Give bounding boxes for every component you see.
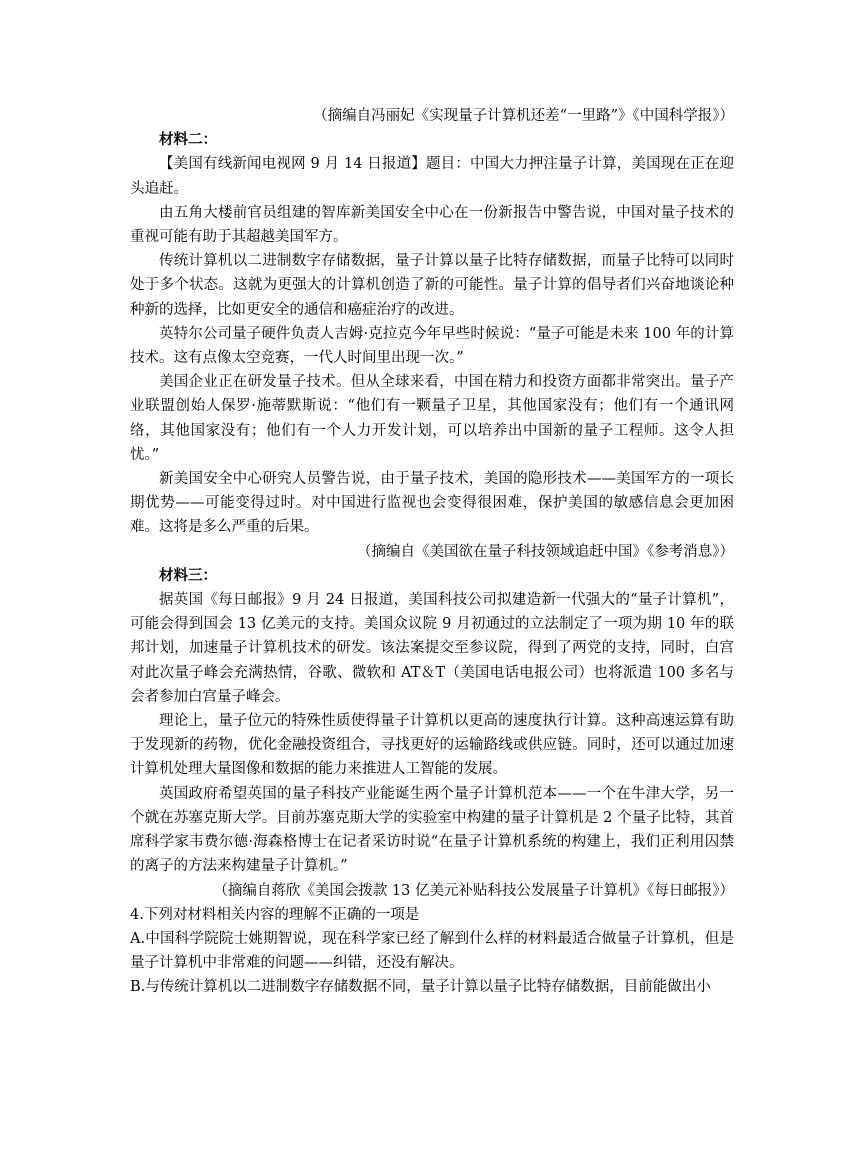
material-2-paragraph: 英特尔公司量子硬件负责人吉姆·克拉克今年早些时候说：“量子可能是未来 100 年的计算技术。这有点像太空竞赛，一代人时间里出现一次。” bbox=[130, 325, 734, 367]
material-2-paragraph: 由五角大楼前官员组建的智库新美国安全中心在一份新报告中警告说，中国对量子技术的重视可能有助于其超越美国军方。 bbox=[130, 204, 734, 246]
source-citation-3: （摘编自蒋欣《美国会拨款 13 亿美元补贴科技公发展量子计算机》《每日邮报》） bbox=[213, 882, 734, 899]
material-2-heading: 材料二： bbox=[159, 132, 217, 149]
material-3-heading: 材料三： bbox=[159, 567, 217, 584]
material-2-paragraph: 新美国安全中心研究人员警告说，由于量子技术，美国的隐形技术——美国军方的一项长期优势——可能变得过时。对中国进行监视也会变得很困难，保护美国的敏感信息会更加困难。这将是多么严重的后果。 bbox=[130, 471, 734, 536]
material-3-paragraph: 英国政府希望英国的量子科技产业能诞生两个量子计算机范本——一个在牛津大学，另一个就在苏塞克斯大学。目前苏塞克斯大学的实验室中构建的量子计算机是 2 个量子比特，其首席科学家韦费尔德·海森格博士在记者采访时说“在量子计算机系统的构建上，我们正利用囚禁的离子的方法来构建量子计算机。” bbox=[130, 785, 734, 875]
question-4-stem: 4.下列对材料相关内容的理解不正确的一项是 bbox=[130, 906, 420, 923]
source-citation-2: （摘编自《美国欲在量子科技领域追赶中国》《参考消息》） bbox=[357, 543, 734, 560]
material-2-paragraph: 【美国有线新闻电视网 9 月 14 日报道】题目：中国大力押注量子计算，美国现在正在迎头追赶。 bbox=[130, 156, 734, 197]
source-citation-1: （摘编自冯丽妃《实现量子计算机还差“一里路”》《中国科学报》） bbox=[313, 108, 734, 124]
material-3-paragraph: 理论上，量子位元的特殊性质使得量子计算机以更高的速度执行计算。这种高速运算有助于发现新的药物，优化金融投资组合，寻找更好的运输路线或供应链。同时，还可以通过加速计算机处理大量图像和数据的能力来推进人工智能的发展。 bbox=[130, 713, 734, 778]
material-2-paragraph: 美国企业正在研发量子技术。但从全球来看，中国在精力和投资方面都非常突出。量子产业联盟创始人保罗·施蒂默斯说：“他们有一颗量子卫星，其他国家没有；他们有一个通讯网络，其他国家没有；他们有一个人力开发计划，可以培养出中国新的量子工程师。这令人担忧。” bbox=[130, 374, 734, 463]
document-body bbox=[130, 104, 734, 1000]
material-3-paragraph: 据英国《每日邮报》9 月 24 日报道，美国科技公司拟建造新一代强大的“量子计算机”，可能会得到国会 13 亿美元的支持。美国众议院 9 月初通过的立法制定了一项为期 10 年的联邦计划，加速量子计算机技术的研发。该法案提交至参议院，得到了两党的支持，同时，白宫对此次量子峰会充满热情，谷歌、微软和 AT＆T（美国电话电报公司）也将派遣 100 多名与会者参加白宫量子峰会。 bbox=[130, 592, 734, 705]
material-2-paragraph: 传统计算机以二进制数字存储数据，量子计算以量子比特存储数据，而量子比特可以同时处于多个状态。这就为更强大的计算机创造了新的可能性。量子计算的倡导者们兴奋地谈论种种新的选择，比如更安全的通信和癌症治疗的改进。 bbox=[130, 253, 734, 318]
question-4-option-b: B.与传统计算机以二进制数字存储数据不同，量子计算以量子比特存储数据，目前能做出小 bbox=[130, 979, 711, 996]
question-4-option-a: A.中国科学院院士姚期智说，现在科学家已经了解到什么样的材料最适合做量子计算机，但是量子计算机中非常难的问题——纠错，还没有解决。 bbox=[130, 930, 734, 972]
